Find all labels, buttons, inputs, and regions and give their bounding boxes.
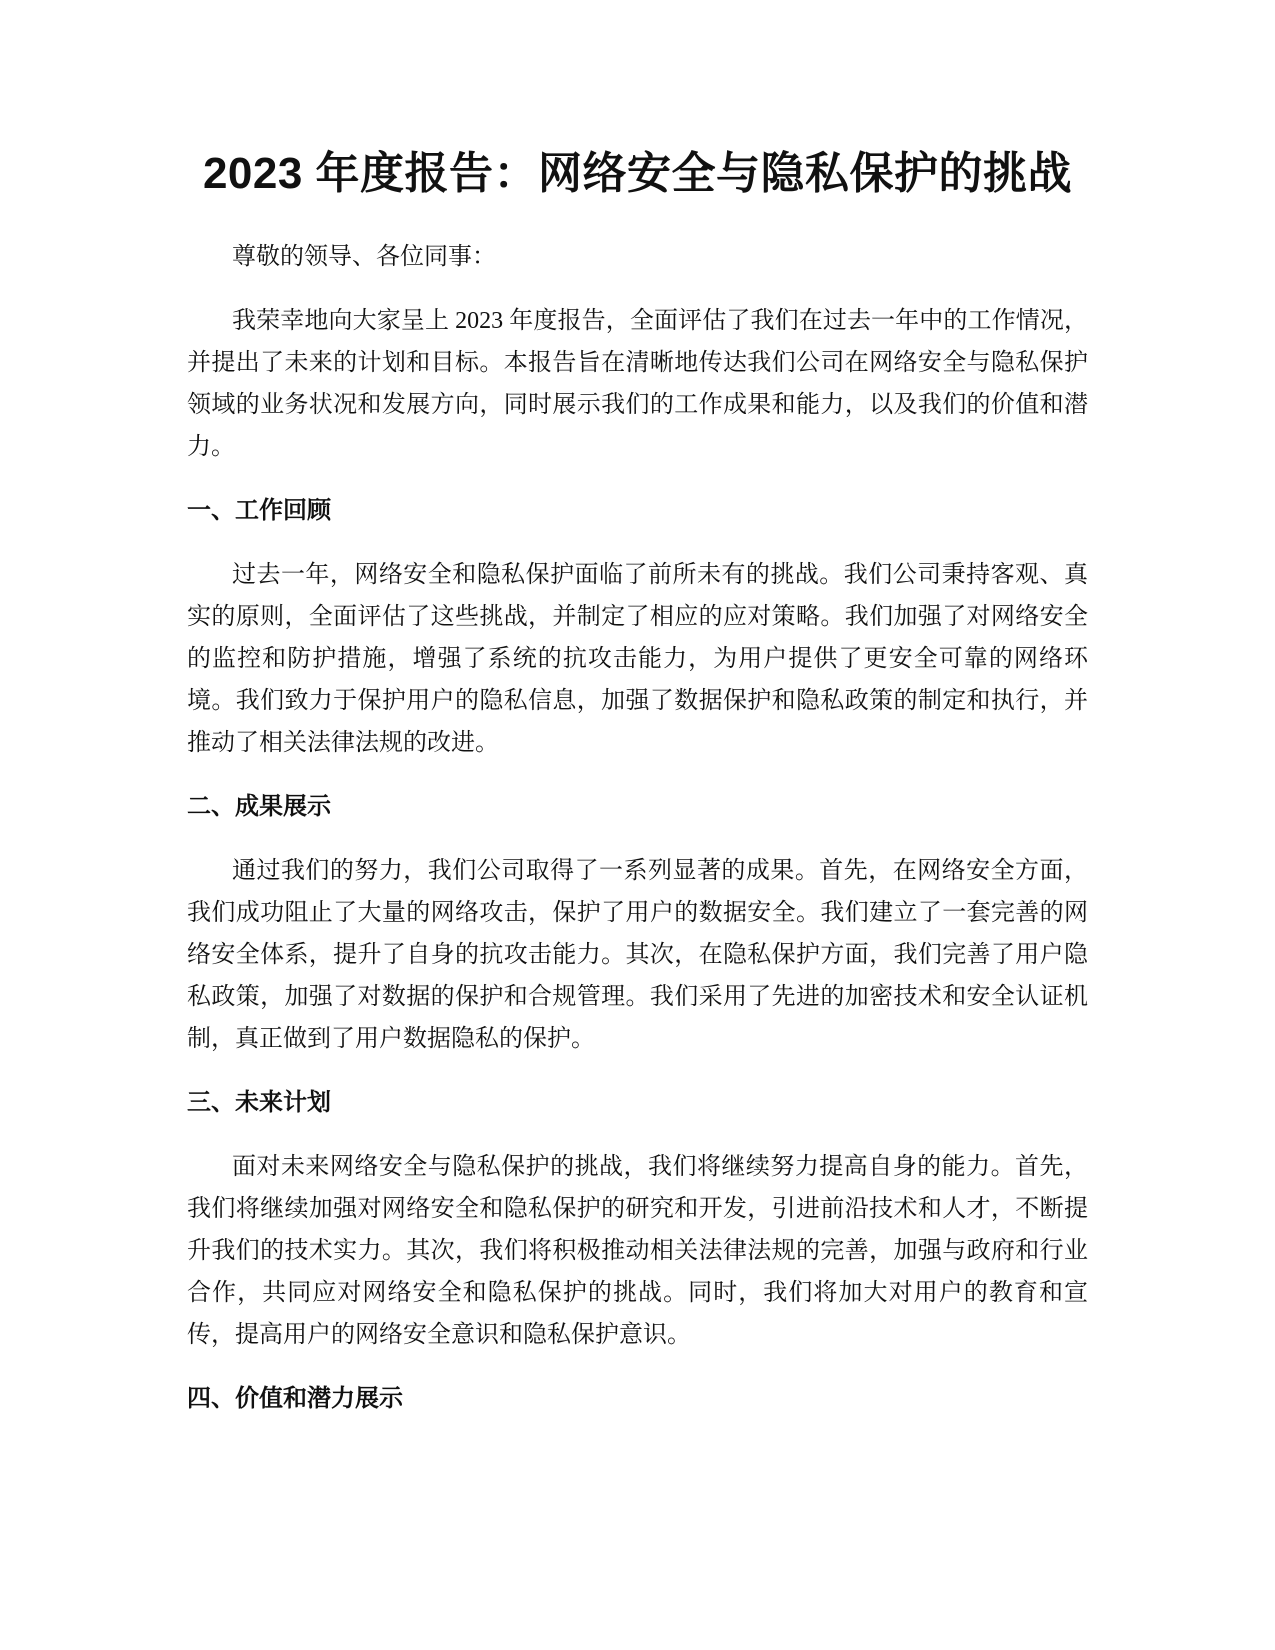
section-body-review: 过去一年，网络安全和隐私保护面临了前所未有的挑战。我们公司秉持客观、真实的原则，全面评估了这些挑战，并制定了相应的应对策略。我们加强了对网络安全的监控和防护措施，增强了系统的抗攻击能力，为用户提供了更安全可靠的网络环境。我们致力于保护用户的隐私信息，加强了数据保护和隐私政策的制定和执行，并推动了相关法律法规的改进。 xyxy=(187,562,1088,756)
section-heading-review: 一、工作回顾 xyxy=(187,497,331,524)
intro-paragraph: 我荣幸地向大家呈上 2023 年度报告，全面评估了我们在过去一年中的工作情况，并提出了未来的计划和目标。本报告旨在清晰地传达我们公司在网络安全与隐私保护领域的业务状况和发展方向，同时展示我们的工作成果和能力，以及我们的价值和潜力。 xyxy=(187,308,1088,460)
section-heading-achievements: 二、成果展示 xyxy=(187,793,331,820)
section-body-achievements: 通过我们的努力，我们公司取得了一系列显著的成果。首先，在网络安全方面，我们成功阻止了大量的网络攻击，保护了用户的数据安全。我们建立了一套完善的网络安全体系，提升了自身的抗攻击能力。其次，在隐私保护方面，我们完善了用户隐私政策，加强了对数据的保护和合规管理。我们采用了先进的加密技术和安全认证机制，真正做到了用户数据隐私的保护。 xyxy=(187,858,1088,1052)
section-body-future-plans: 面对未来网络安全与隐私保护的挑战，我们将继续努力提高自身的能力。首先，我们将继续加强对网络安全和隐私保护的研究和开发，引进前沿技术和人才，不断提升我们的技术实力。其次，我们将积极推动相关法律法规的完善，加强与政府和行业合作，共同应对网络安全和隐私保护的挑战。同时，我们将加大对用户的教育和宣传，提高用户的网络安全意识和隐私保护意识。 xyxy=(187,1154,1088,1348)
document-body xyxy=(187,236,1088,1442)
greeting: 尊敬的领导、各位同事： xyxy=(232,244,496,270)
section-heading-value-potential: 四、价值和潜力展示 xyxy=(187,1385,403,1412)
document-title: 2023 年度报告：网络安全与隐私保护的挑战 xyxy=(202,149,1073,198)
section-heading-future-plans: 三、未来计划 xyxy=(187,1089,331,1116)
